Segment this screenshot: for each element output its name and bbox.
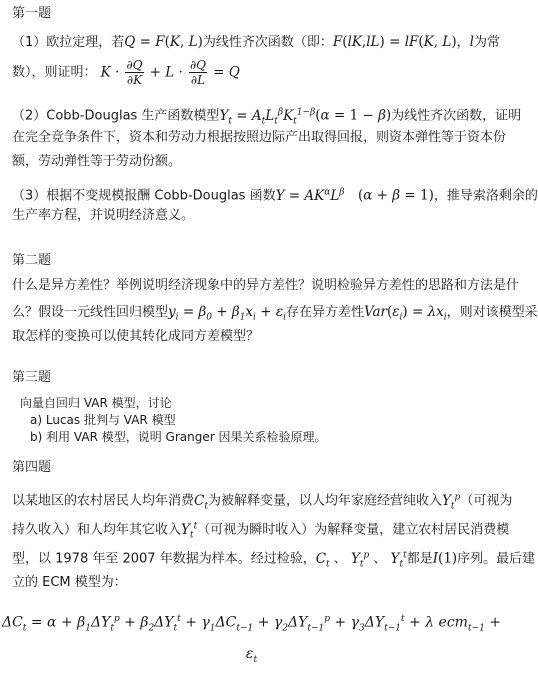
- q3-heading: 第三题: [12, 370, 52, 385]
- q4-line4: 立的 ECM 模型为：: [12, 575, 127, 590]
- q1-part3-line1: （3）根据不变规模报酬 Cobb-Douglas 函数$Y = AK^\alpha L^\beta$ (α + β = 1)，推导索洛剩余的: [12, 187, 538, 204]
- q1-part3-line2: 生产率方程，并说明经济意义。: [12, 208, 195, 223]
- q1-part2-line1: （2）Cobb-Douglas 生产函数模型$Y_t = A_tL_t^\beta K_t^{1-\beta}(\alpha = 1 - \beta)$为线性齐次函数，证明: [12, 107, 522, 127]
- q1-part2-line3: 额，劳动弹性等于劳动份额。: [12, 154, 182, 169]
- q4-line2: 持久收入）和人均年其它收入$Y_t^t$（可视为瞬时收入）为解释变量，建立农村居民消费模: [12, 521, 510, 541]
- partial-q-l-fraction: $\frac{\partial Q}{\partial L}$: [189, 58, 206, 87]
- q4-heading: 第四题: [12, 460, 52, 475]
- q2-line3: 取怎样的变换可以使其转化成同方差模型？: [12, 329, 260, 344]
- q1-part1-line2: 数），则证明： K · $\frac{\partial Q}{\partial K}$ + L · $\frac{\partial Q}{\partial L}$ = Q: [12, 58, 240, 87]
- q2-heading: 第二题: [12, 253, 52, 268]
- q1-part2-line2: 在完全竞争条件下，资本和劳动力根据按照边际产出取得回报，则资本弹性等于资本份: [12, 130, 507, 145]
- q4-line1: 以某地区的农村居民人均年消费$C_t$为被解释变量，以人均年家庭经营纯收入$Y_t^p$（可视为: [12, 492, 513, 512]
- ecm-equation: $\Delta C_t = \alpha + \beta_1\Delta Y_t^p + \beta_2\Delta Y_t^t + \gamma_1\Delta C_{t-1} + \gamma_2\Delta Y_{t-1}^p + \gamma_3\Delta Y_{t-1}^t + \lambda$ $ecm_{t-1} + \varepsilon_t$: [1, 614, 502, 666]
- partial-q-k-fraction: $\frac{\partial Q}{\partial K}$: [126, 58, 143, 87]
- q2-line2: 么？假设一元线性回归模型$y_i = \beta_0 + \beta_1x_i + \varepsilon_i$存在异方差性$Var(\varepsilon_i) = \lambda x_i$，则对该模型采: [12, 304, 538, 323]
- q1-part1-line1: （1）欧拉定理，若Q = F(K, L)为线性齐次函数（即：F(lK,lL) = lF(K, L)，l为常: [12, 34, 500, 50]
- q2-line1: 什么是异方差性？举例说明经济现象中的异方差性？说明检验异方差性的思路和方法是什: [12, 278, 520, 293]
- q3-item-b: b) 利用 VAR 模型，说明 Granger 因果关系检验原理。: [30, 430, 327, 444]
- q3-intro: 向量自回归 VAR 模型，讨论: [20, 396, 172, 410]
- q4-line3: 型，以 1978 年至 2007 年数据为样本。经过检验，$C_t$ 、 $Y_t^p$ 、 $Y_t^t$都是I(1)序列。最后建: [12, 550, 536, 570]
- q3-item-a: a) Lucas 批判与 VAR 模型: [30, 413, 176, 427]
- q1-heading: 第一题: [12, 6, 52, 21]
